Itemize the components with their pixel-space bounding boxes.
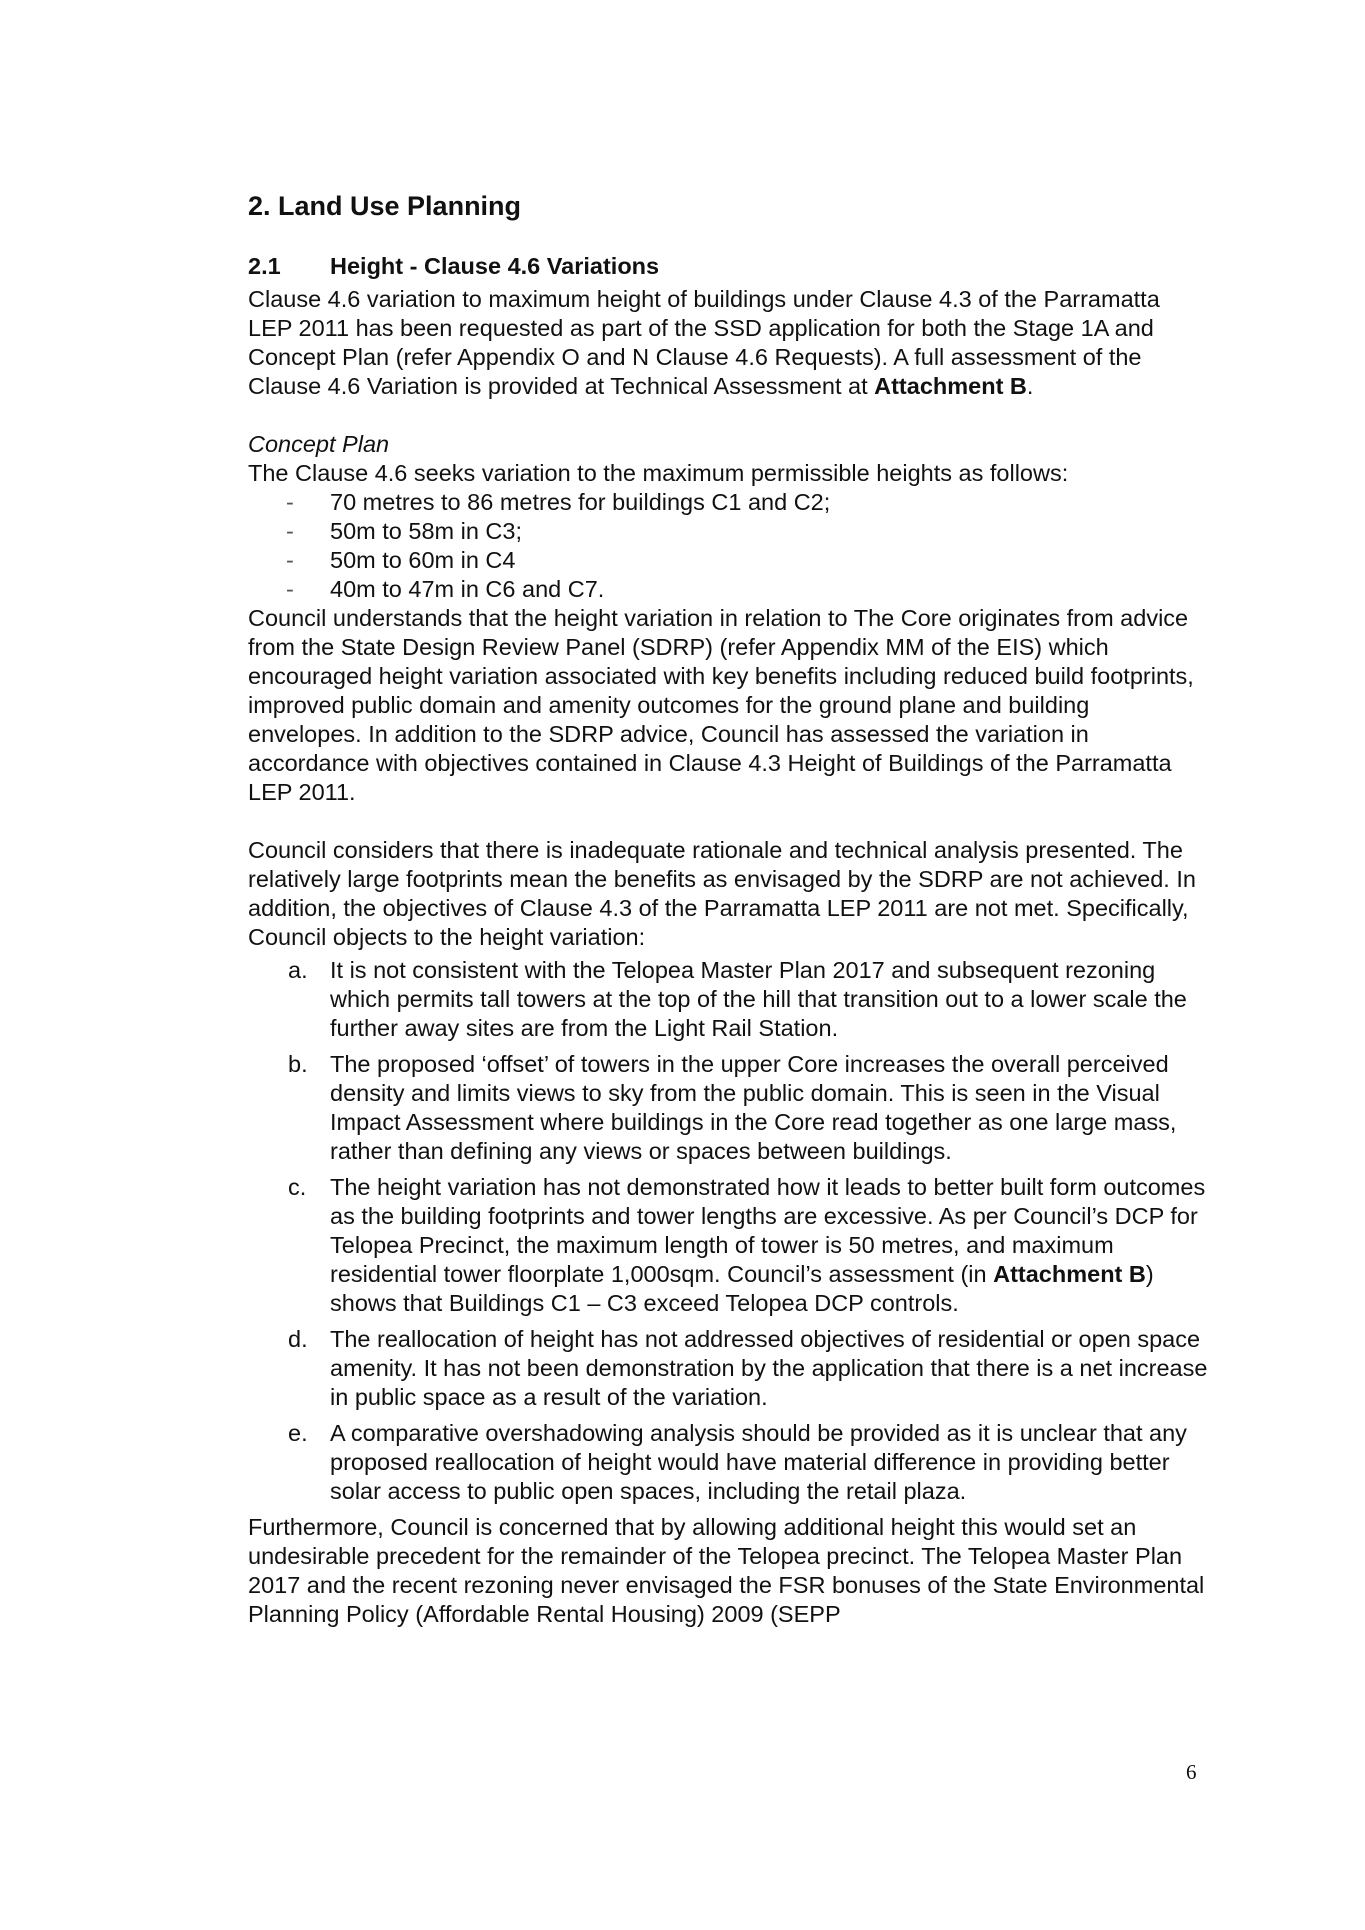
variation-text: 40m to 47m in C6 and C7. [330,576,605,602]
list-marker: b. [288,1051,308,1077]
dash-marker: - [286,518,294,544]
dash-marker: - [286,547,294,573]
concept-lead: The Clause 4.6 seeks variation to the maximum permissible heights as follows: [248,460,1069,486]
intro-text: Clause 4.6 variation to maximum height of buildings under Clause 4.3 of the Parramatta LEP 2011 has been requested as part of the SSD application for both the Stage 1A and Concept Plan (refer Appendix O and N Clause 4.6 Requests). A full assessment of the Clause 4.6 Variation is provided at Technical Assessment at [248,286,1160,399]
dash-marker: - [286,489,294,515]
intro-attachment-ref: Attachment B [874,373,1027,399]
sdrp-paragraph: Council understands that the height variation in relation to The Core originates from advice from the State Design Review Panel (SDRP) (refer Appendix MM of the EIS) which encouraged height variation associated with key benefits including reduced build footprints, improved public domain and amenity outcomes for the ground plane and building envelopes. In addition to the SDRP advice, Council has assessed the variation in accordance with objectives contained in Clause 4.3 Height of Buildings of the Parramatta LEP 2011. [248,605,1194,805]
subsection-heading [248,252,1208,281]
objection-text: A comparative overshadowing analysis should be provided as it is unclear that any proposed reallocation of height would have material difference in providing better solar access to public open spaces, including the retail plaza. [330,1420,1187,1504]
objections-paragraph: Council considers that there is inadequate rationale and technical analysis presented. The relatively large footprints mean the benefits as envisaged by the SDRP are not achieved. In addition, the objectives of Clause 4.3 of the Parramatta LEP 2011 are not met. Specifically, Council objects to the height variation: [248,837,1196,950]
final-paragraph: Furthermore, Council is concerned that by allowing additional height this would set an undesirable precedent for the remainder of the Telopea precinct. The Telopea Master Plan 2017 and the recent rezoning never envisaged the FSR bonuses of the State Environmental Planning Policy (Affordable Rental Housing) 2009 (SEPP [248,1514,1205,1627]
objection-text: It is not consistent with the Telopea Master Plan 2017 and subsequent rezoning which permits tall towers at the top of the hill that transition out to a lower scale the further away sites are from the Light Rail Station. [330,957,1187,1041]
list-marker: e. [288,1420,308,1446]
variation-text: 70 metres to 86 metres for buildings C1 and C2; [330,489,831,515]
dash-marker: - [286,576,294,602]
objection-text: The proposed ‘offset’ of towers in the upper Core increases the overall perceived density and limits views to sky from the public domain. This is seen in the Visual Impact Assessment where buildings in the Core read together as one large mass, rather than defining any views or spaces between buildings. [330,1051,1177,1164]
list-marker: d. [288,1326,308,1352]
list-item [248,575,1208,604]
subsection-title: Height - Clause 4.6 Variations [330,253,660,279]
variations-list [248,488,1208,604]
page-number: 6 [1186,1760,1197,1784]
list-item [248,488,1208,517]
document-page [248,190,1208,1629]
concept-plan-title: Concept Plan [248,431,390,457]
list-item [248,1325,1208,1412]
intro-end: . [1026,373,1034,399]
list-marker: c. [288,1174,307,1200]
objections-list [248,956,1208,1506]
section-heading: 2. Land Use Planning [248,191,522,221]
list-item [248,517,1208,546]
objection-text-end: ) shows that Buildings C1 – C3 exceed Telopea DCP controls. [330,1261,1154,1316]
attachment-ref: Attachment B [993,1261,1146,1287]
intro-paragraph [248,285,1208,401]
objection-text: The reallocation of height has not addressed objectives of residential or open space amenity. It has not been demonstration by the application that there is a net increase in public space as a result of the variation. [330,1326,1208,1410]
list-marker: a. [288,957,308,983]
objection-text: The height variation has not demonstrated how it leads to better built form outcomes as the building footprints and tower lengths are excessive. As per Council’s DCP for Telopea Precinct, the maximum length of tower is 50 metres, and maximum residential tower floorplate 1,000sqm. Council’s assessment (in [330,1174,1206,1287]
subsection-number: 2.1 [248,253,281,279]
list-item [248,956,1208,1043]
list-item [248,1050,1208,1166]
list-item [248,1173,1208,1318]
list-item [248,1419,1208,1506]
variation-text: 50m to 58m in C3; [330,518,523,544]
list-item [248,546,1208,575]
variation-text: 50m to 60m in C4 [330,547,516,573]
